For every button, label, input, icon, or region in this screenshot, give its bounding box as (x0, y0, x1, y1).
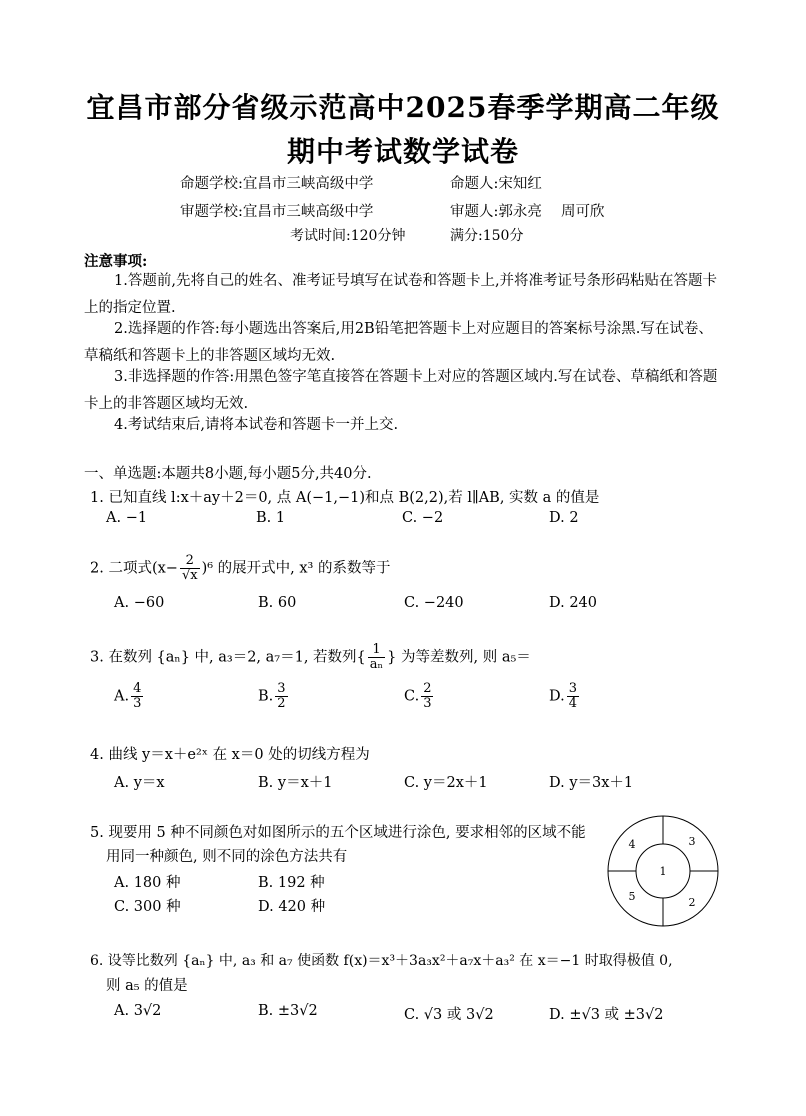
q3-option-c-frac (421, 682, 433, 711)
q4-option-a: A. y＝x (114, 775, 165, 791)
q3-option-d (549, 682, 581, 711)
region-label: 3 (688, 835, 696, 848)
q6-stem-line1: 6. 设等比数列 {aₙ} 中, a₃ 和 a₇ 使函数 f(x)＝x³＋3a₃x²＋a₇x＋a₃² 在 x＝−1 时取得极值 0, (90, 953, 673, 969)
q3-b-num: 3 (277, 681, 286, 696)
q3-option-a-frac (131, 682, 143, 711)
q6-option-c: C. √3 或 3√2 (404, 1007, 494, 1023)
q3-option-b-frac (275, 682, 287, 711)
q4-option-c: C. y＝2x＋1 (404, 775, 488, 791)
q3-b-den: 2 (277, 696, 286, 711)
q3-a-den: 3 (133, 696, 142, 711)
q1-option-c: C. −2 (402, 510, 444, 526)
q3-stem-post: } 为等差数列, 则 a₅＝ (387, 649, 531, 666)
q6-option-d: D. ±√3 或 ±3√2 (549, 1007, 664, 1023)
q1-option-b: B. 1 (256, 510, 286, 526)
q5-option-c: C. 300 种 (114, 899, 181, 915)
note-2: 2.选择题的作答:每小题选出答案后,用2B铅笔把答题卡上对应题目的答案标号涂黑.写在试卷、草稿纸和答题卡上的非答题区域均无效. (84, 321, 713, 364)
q5-option-a: A. 180 种 (114, 875, 181, 891)
note-3: 3.非选择题的作答:用黑色签字笔直接答在答题卡上对应的答题区域内.写在试卷、草稿纸和答题卡上的非答题区域均无效. (84, 369, 718, 412)
exam-title-line1: 宜昌市部分省级示范高中2025春季学期高二年级 (86, 91, 720, 124)
q2-stem (90, 554, 390, 583)
reviewer-school: 审题学校:宜昌市三峡高级中学 (180, 204, 374, 220)
q2-frac-num: 2 (180, 554, 200, 569)
q3-option-b (258, 682, 290, 711)
q3-stem-pre: 3. 在数列 {aₙ} 中, a₃＝2, a₇＝1, 若数列{ (90, 649, 366, 666)
q2-option-c: C. −240 (404, 595, 464, 611)
q3-option-c-label: C. (404, 688, 420, 705)
q5-stem-line1: 5. 现要用 5 种不同颜色对如图所示的五个区域进行涂色, 要求相邻的区域不能 (90, 825, 586, 841)
q3-option-d-label: D. (549, 688, 565, 705)
full-score: 满分:150分 (450, 228, 524, 244)
q6-option-a: A. 3√2 (114, 1003, 162, 1019)
q5-option-d: D. 420 种 (258, 899, 326, 915)
q2-option-b: B. 60 (258, 595, 297, 611)
q4-option-d: D. y＝3x＋1 (549, 775, 634, 791)
q4-option-b: B. y＝x＋1 (258, 775, 333, 791)
q2-frac-den: √x (181, 568, 198, 583)
note-1: 1.答题前,先将自己的姓名、准考证号填写在试卷和答题卡上,并将准考证号条形码粘贴在答题卡上的指定位置. (84, 273, 718, 316)
q3-stem (90, 643, 531, 672)
q2-fraction (180, 554, 200, 583)
q3-frac-num: 1 (368, 643, 385, 658)
q2-option-a: A. −60 (114, 595, 165, 611)
q6-stem-line2: 则 a₅ 的值是 (106, 978, 188, 994)
q1-stem: 1. 已知直线 l:x＋ay＋2＝0, 点 A(−1,−1)和点 B(2,2),若 l∥AB, 实数 a 的值是 (90, 490, 600, 506)
q3-a-num: 4 (133, 681, 142, 696)
q3-frac-den: aₙ (369, 657, 384, 672)
setter-person: 命题人:宋知红 (450, 176, 542, 192)
exam-title-line2: 期中考试数学试卷 (286, 135, 519, 168)
q3-option-b-label: B. (258, 688, 274, 705)
region-label: 4 (628, 838, 636, 851)
q3-d-num: 3 (568, 681, 577, 696)
region-label: 5 (628, 890, 636, 903)
section-heading: 一、单选题:本题共8小题,每小题5分,共40分. (84, 466, 372, 482)
q3-c-den: 3 (423, 696, 432, 711)
reviewer-person: 审题人:郭永亮 周可欣 (450, 204, 605, 220)
exam-time: 考试时间:120分钟 (290, 228, 406, 244)
q3-option-a (114, 682, 145, 711)
q3-option-a-label: A. (114, 688, 130, 705)
setter-school: 命题学校:宜昌市三峡高级中学 (180, 176, 374, 192)
q3-c-num: 2 (423, 681, 432, 696)
q3-option-d-frac (567, 682, 579, 711)
q2-stem-post: )⁶ 的展开式中, x³ 的系数等于 (201, 560, 391, 577)
note-4: 4.考试结束后,请将本试卷和答题卡一并上交. (114, 417, 399, 433)
q3-fraction (368, 643, 385, 672)
q3-option-c (404, 682, 435, 711)
q2-stem-pre: 2. 二项式(x− (90, 560, 178, 577)
q5-option-b: B. 192 种 (258, 875, 325, 891)
q1-option-d: D. 2 (549, 510, 579, 526)
q5-stem-line2: 用同一种颜色, 则不同的涂色方法共有 (106, 849, 348, 865)
q3-d-den: 4 (568, 696, 577, 711)
q1-option-a: A. −1 (106, 510, 148, 526)
region-label: 1 (659, 865, 667, 878)
q4-stem: 4. 曲线 y＝x＋e²ˣ 在 x＝0 处的切线方程为 (90, 747, 370, 763)
q6-option-b: B. ±3√2 (258, 1003, 318, 1019)
notes-heading: 注意事项: (84, 253, 148, 270)
q2-option-d: D. 240 (549, 595, 598, 611)
q5-ring-figure (604, 812, 722, 930)
region-label: 2 (688, 896, 696, 909)
